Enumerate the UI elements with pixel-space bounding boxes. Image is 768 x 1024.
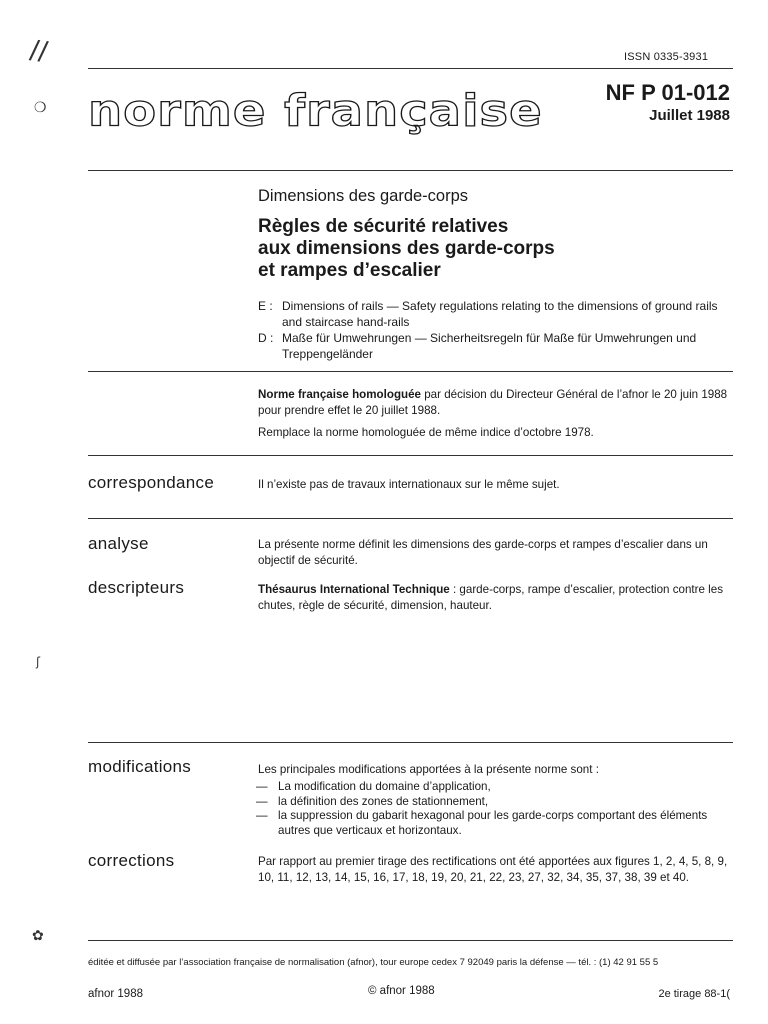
list-dash: — [256, 794, 268, 808]
section-label-corrections: corrections [88, 851, 175, 870]
list-item [256, 809, 732, 838]
corrections-text: Par rapport au premier tirage des rectifications ont été apportées aux figures 1, 2, 4, 5, 8, 9, 10, 11, 12, 13, 14, 15, 16, 17, 18, 19, 20, 21, 22, 23, 27, 32, 34, 35, 37, 38, 39 et 40. [258, 855, 728, 884]
brand-title: norme française [88, 86, 543, 137]
norm-date: Juillet 1988 [649, 107, 730, 124]
thesaurus-label: Thésaurus International Technique [258, 583, 450, 596]
modifications-list [256, 780, 732, 838]
document-title [258, 216, 728, 282]
list-item [256, 795, 732, 810]
correspondance-text: Il n’existe pas de travaux internationaux sur le même sujet. [258, 478, 560, 491]
section-rule [88, 742, 733, 743]
homologation-bold: Norme française homologuée [258, 388, 421, 401]
section-label-descripteurs: descripteurs [88, 578, 185, 597]
footer-copyright-left: afnor 1988 [88, 988, 143, 1000]
modifications-intro: Les principales modifications apportées à la présente norme sont : [258, 763, 599, 776]
analyse-text: La présente norme définit les dimensions des garde-corps et rampes d’escalier dans un objectif de sécurité. [258, 538, 708, 567]
descripteurs-text [258, 582, 733, 613]
norm-reference: NF P 01-012 [605, 80, 730, 105]
header-rule [88, 170, 733, 171]
descripteurs-keywords: : garde-corps, rampe d’escalier, protection contre les chutes, règle de sécurité, dimension, hauteur. [258, 583, 723, 612]
replacement-text: Remplace la norme homologuée de même indice d’octobre 1978. [258, 426, 594, 439]
section-label-analyse: analyse [88, 534, 149, 553]
translation-english [258, 298, 733, 330]
language-code: E : [258, 299, 273, 313]
section-label-correspondance: correspondance [88, 473, 215, 492]
footer-print-run: 2e tirage 88-1( [658, 988, 730, 1000]
publisher-info: éditée et diffusée par l’association française de normalisation (afnor), tour europe cedex 7 92049 paris la défense — tél. : (1) 42 91 55 5 [88, 957, 659, 968]
translation-german [258, 330, 733, 362]
punch-hole-mark: ʃ [36, 655, 41, 669]
scan-mark-slashes: // [27, 34, 50, 68]
list-item-text: La modification du domaine d’application, [278, 780, 491, 793]
list-item-text: la définition des zones de stationnement, [278, 794, 489, 808]
section-rule [88, 518, 733, 519]
section-rule [88, 455, 733, 456]
translation-text: Maße für Umwehrungen — Sicherheitsregeln für Maße für Umwehrungen und Treppengeländer [282, 331, 697, 361]
footer-rule [88, 940, 733, 941]
title-line: aux dimensions des garde-corps [258, 238, 555, 259]
list-dash: — [256, 780, 268, 793]
homologation-text [258, 387, 733, 418]
punch-hole-mark: ❍ [34, 100, 47, 116]
translation-text: Dimensions of rails — Safety regulations relating to the dimensions of ground rails and staircase hand-rails [282, 299, 718, 329]
list-dash: — [256, 809, 268, 822]
section-label-modifications: modifications [88, 757, 192, 776]
title-line: et rampes d’escalier [258, 260, 441, 281]
punch-hole-mark: ✿ [32, 928, 44, 944]
title-line: Règles de sécurité relatives [258, 216, 509, 237]
homologation-decision: par décision du Directeur Général de l’afnor le 20 juin 1988 pour prendre effet le 20 juillet 1988. [258, 388, 728, 417]
language-code: D : [258, 331, 274, 345]
footer-copyright-center: © afnor 1988 [368, 985, 435, 997]
document-subtitle: Dimensions des garde-corps [258, 187, 469, 205]
list-item [256, 780, 732, 795]
list-item-text: la suppression du gabarit hexagonal pour les garde-corps comportant des éléments autres que verticaux et horizontaux. [278, 809, 708, 837]
section-rule [88, 371, 733, 372]
issn-number: ISSN 0335-3931 [624, 51, 709, 63]
top-rule [88, 68, 733, 69]
